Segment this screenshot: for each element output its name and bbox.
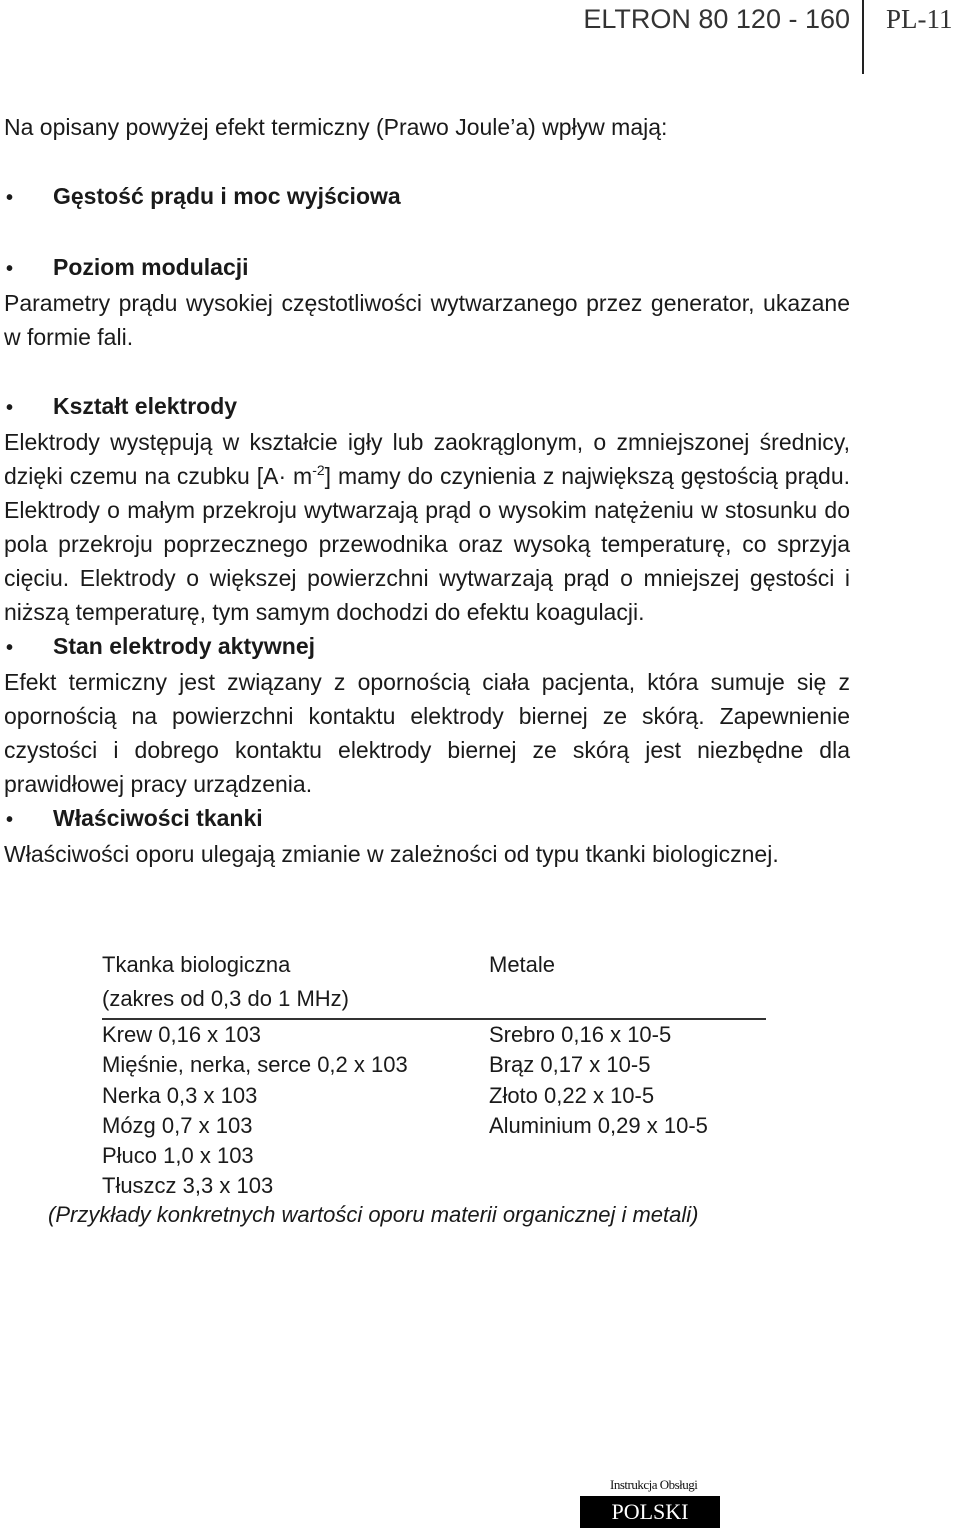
bullet-heading: Poziom modulacji: [53, 254, 249, 280]
bullet-body: Właściwości oporu ulegają zmianie w zależności od typu tkanki biologicznej.: [4, 841, 779, 867]
language-badge: POLSKI: [580, 1496, 720, 1528]
bullet-heading: Stan elektrody aktywnej: [53, 633, 316, 659]
bullet-body: Efekt termiczny jest związany z opornością ciała pacjenta, która sumuje się z opornością na powierzchni kontaktu elektrody biernej ze skórą. Zapewnienie czystości i dobrego kontaktu elektrody biernej ze skórą jest niezbędne dla prawidłowej pracy urządzenia.: [4, 669, 850, 797]
bullet-icon: •: [6, 637, 14, 659]
header-divider: [862, 0, 864, 74]
table-header: [102, 948, 766, 1020]
table-cell: Złoto 0,22 x 10-5: [489, 1082, 655, 1108]
bullet-item: [4, 250, 850, 286]
table-cell: Krew 0,16 x 103: [102, 1022, 261, 1047]
table-row: [102, 1141, 766, 1171]
bullet-item: [4, 629, 850, 665]
table-cell: Brąz 0,17 x 10-5: [489, 1052, 651, 1078]
table-cell: Aluminium 0,29 x 10-5: [489, 1112, 708, 1138]
body-text: Elektrody występują w kształcie igły lub zaokrąglonym, o zmniejszonej średnicy, dzięki czemu na czubku [A· m: [4, 429, 850, 489]
bullet-heading: Kształt elektrody: [53, 393, 238, 419]
table-row: [102, 1111, 766, 1141]
bullet-heading: Gęstość prądu i moc wyjściowa: [53, 183, 401, 209]
table-header-cell: [102, 948, 489, 1016]
intro-paragraph: Na opisany powyżej efekt termiczny (Prawo Joule’a) wpływ mają:: [4, 114, 668, 140]
header-line: Tkanka biologiczna: [102, 952, 291, 977]
table-row: [102, 1020, 766, 1050]
footer-label: Instrukcja Obsługi: [610, 1477, 698, 1492]
table-cell: Tłuszcz 3,3 x 103: [102, 1173, 274, 1199]
header-line: (zakres od 0,3 do 1 MHz): [102, 986, 349, 1011]
table-header-cell: Metale: [489, 952, 556, 977]
table-cell: Nerka 0,3 x 103: [102, 1082, 258, 1108]
document-title: ELTRON 80 120 - 160: [583, 4, 850, 34]
table-cell: Płuco 1,0 x 103: [102, 1143, 254, 1169]
bullet-heading: Właściwości tkanki: [53, 805, 263, 831]
bullet-icon: •: [6, 258, 14, 280]
table-body: [102, 1020, 766, 1202]
bullet-item: [4, 179, 850, 215]
bullet-icon: •: [6, 809, 14, 831]
page-number: PL-11: [886, 4, 953, 34]
bullet-icon: •: [6, 187, 14, 209]
superscript: -2: [312, 462, 325, 478]
bullet-item: [4, 801, 850, 837]
resistance-table: [102, 948, 766, 1202]
table-row: [102, 1050, 766, 1080]
table-row: [102, 1081, 766, 1111]
body-text: ] mamy do czynienia z największą gęstością prądu. Elektrody o małym przekroju wytwarzają prąd o wysokim natężeniu w stosunku do pola przekroju poprzecznego przewodnika oraz wysoką temperaturę, co sprzyja cięciu. Elektrody o większej powierzchni wytwarzają prąd o mniejszej gęstości i niższą temperaturę, tym samym dochodzi do efektu koagulacji.: [4, 463, 850, 625]
bullet-body: [4, 425, 850, 629]
table-caption: (Przykłady konkretnych wartości oporu materii organicznej i metali): [48, 1202, 699, 1227]
table-cell: Mózg 0,7 x 103: [102, 1112, 253, 1138]
main-content: [4, 110, 850, 871]
table-cell: Mięśnie, nerka, serce 0,2 x 103: [102, 1052, 408, 1078]
bullet-icon: •: [6, 397, 14, 419]
table-cell: Srebro 0,16 x 10-5: [489, 1022, 672, 1047]
bullet-item: [4, 389, 850, 425]
bullet-body: Parametry prądu wysokiej częstotliwości wytwarzanego przez generator, ukazane w formie fali.: [4, 290, 850, 350]
